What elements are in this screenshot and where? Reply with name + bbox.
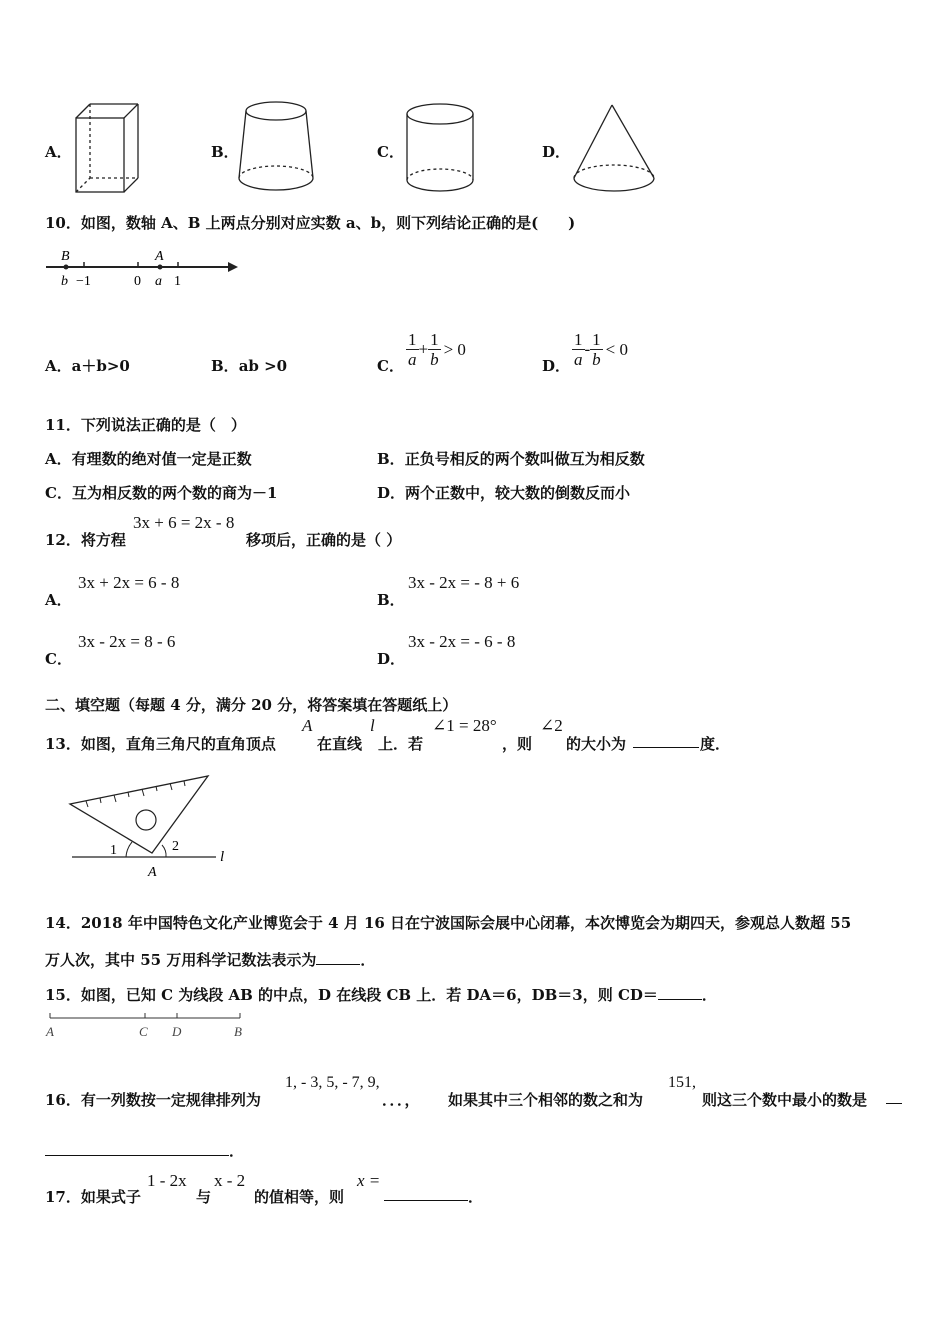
frustum-icon xyxy=(235,98,317,196)
cylinder-icon xyxy=(403,100,477,196)
point-b-label: B xyxy=(234,1024,242,1039)
q11-stem: 11．下列说法正确的是（ ） xyxy=(45,416,246,434)
q17-answer-blank[interactable] xyxy=(384,1186,468,1201)
q12-stem-end: 移项后，正确的是（ ） xyxy=(246,531,402,549)
q13-angle-1: ∠1 = 28° xyxy=(432,716,497,735)
point-a-label: A xyxy=(46,1024,54,1039)
q10-option-d-expression: $\frac{1}{a}$ - $\frac{1}{b}$ < 0 xyxy=(574,330,629,369)
q12-equation: 3x + 6 = 2x - 8 xyxy=(133,513,235,532)
point-b-label: B xyxy=(61,249,70,264)
q17-var-x: x = xyxy=(357,1171,381,1190)
q16-answer-blank[interactable] xyxy=(45,1141,229,1156)
q13-triangle-ruler-figure xyxy=(66,772,236,882)
q9-option-c-label: C． xyxy=(377,143,404,161)
point-a-label: A xyxy=(155,249,164,264)
vertex-a-label: A xyxy=(148,865,157,880)
q11-option-d: D．两个正数中，较大数的倒数反而小 xyxy=(377,484,631,502)
q12-option-d-label: D． xyxy=(377,650,406,668)
q13-answer-blank[interactable] xyxy=(633,733,699,748)
q12-option-b-equation: 3x - 2x = - 8 + 6 xyxy=(408,573,520,592)
q15-answer-blank[interactable] xyxy=(658,985,702,1000)
q12-option-c-label: C． xyxy=(45,650,72,668)
q13-angle-2: ∠2 xyxy=(540,716,563,735)
q16-answer-blank-start[interactable] xyxy=(886,1089,902,1104)
q10-option-b: B．ab >0 xyxy=(211,357,288,375)
q15-stem: 15．如图，已知 C 为线段 AB 的中点，D 在线段 CB 上．若 DA＝6，DB＝3，则 CD＝ ． xyxy=(45,986,717,1004)
q16-sequence: 1, - 3, 5, - 7, 9, xyxy=(285,1074,380,1091)
line-l-label: l xyxy=(220,849,225,865)
q17-expr-2: x - 2 xyxy=(214,1171,246,1190)
tick-1: 1 xyxy=(174,274,181,289)
q11-option-c: C．互为相反数的两个数的商为－1 xyxy=(45,484,278,502)
point-d-label: D xyxy=(172,1024,182,1039)
q16-sum: 151, xyxy=(668,1074,696,1091)
q9-option-d-label: D． xyxy=(542,143,571,161)
section-2-title: 二、填空题（每题 4 分，满分 20 分，将答案填在答题纸上） xyxy=(45,696,458,714)
q10-stem: 10．如图，数轴 A、B 上两点分别对应实数 a、b，则下列结论正确的是( ) xyxy=(45,214,576,232)
q10-option-a: A．a＋b>0 xyxy=(45,357,130,375)
q15-segment-figure xyxy=(42,1010,252,1042)
tick-0: 0 xyxy=(134,274,141,289)
q13-var-l: l xyxy=(370,716,375,735)
q14-line-1: 14．2018 年中国特色文化产业博览会于 4 月 16 日在宁波国际会展中心闭幕，本次博览会为期四天，参观总人数超 55 xyxy=(45,914,852,932)
q12-option-a-label: A． xyxy=(45,591,72,609)
tick-minus-1: −1 xyxy=(76,274,91,289)
q11-option-a: A．有理数的绝对值一定是正数 xyxy=(45,450,252,468)
q10-option-c-expression: $\frac{1}{a}$ + $\frac{1}{b}$ > 0 xyxy=(408,330,466,369)
cuboid-icon xyxy=(72,100,146,196)
q14-answer-blank[interactable] xyxy=(316,950,360,965)
q17-expr-1: 1 - 2x xyxy=(147,1171,187,1190)
q10-number-line xyxy=(42,244,242,292)
tick-b: b xyxy=(61,274,68,289)
q11-option-b: B．正负号相反的两个数叫做互为相反数 xyxy=(377,450,645,468)
q12-option-b-label: B． xyxy=(377,591,405,609)
q12-option-d-equation: 3x - 2x = - 6 - 8 xyxy=(408,632,516,651)
angle-1-label: 1 xyxy=(110,843,117,858)
point-c-label: C xyxy=(139,1024,148,1039)
q12-option-c-equation: 3x - 2x = 8 - 6 xyxy=(78,632,176,651)
q10-option-d-label: D． xyxy=(542,357,571,375)
tick-a: a xyxy=(155,274,162,289)
q16-answer-line: ． xyxy=(45,1140,244,1161)
q14-line-2: 万人次，其中 55 万用科学记数法表示为 ． xyxy=(45,951,376,969)
q10-option-c-label: C． xyxy=(377,357,404,375)
q9-option-a-label: A． xyxy=(45,143,72,161)
q12-stem-start: 12．将方程 xyxy=(45,531,126,549)
cone-icon xyxy=(570,102,660,196)
q12-option-a-equation: 3x + 2x = 6 - 8 xyxy=(78,573,180,592)
q9-option-b-label: B． xyxy=(211,143,239,161)
q13-var-a: A xyxy=(302,716,313,735)
angle-2-label: 2 xyxy=(172,839,179,854)
